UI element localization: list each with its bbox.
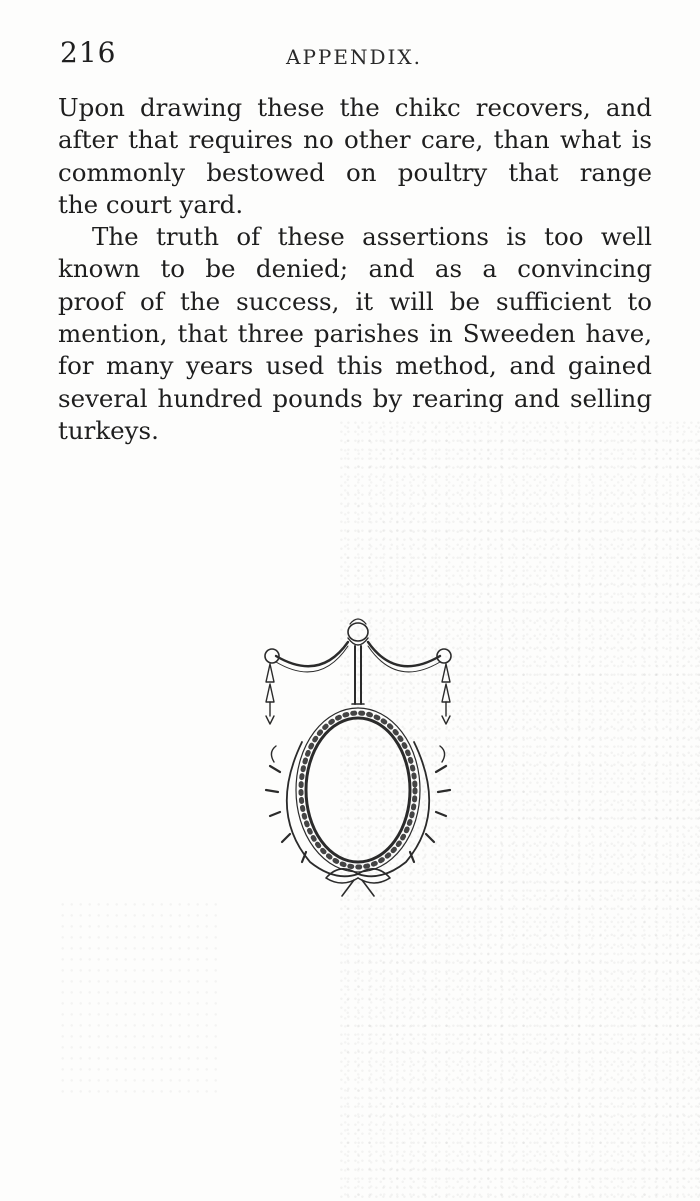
paragraph-1 bbox=[58, 92, 652, 221]
text-line: mention, that three parishes in Sweeden have, bbox=[58, 319, 652, 349]
page-header bbox=[60, 36, 650, 76]
text-line: Upon drawing these the chikc recovers, and bbox=[58, 93, 652, 122]
body-text bbox=[58, 92, 652, 447]
text-line: after that requires no other care, than what is bbox=[58, 125, 652, 155]
page-number: 216 bbox=[60, 36, 117, 69]
text-line: turkeys. bbox=[58, 415, 159, 445]
text-line: several hundred pounds by rearing and selling bbox=[58, 383, 652, 413]
text-line: commonly bestowed on poultry that range bbox=[58, 157, 652, 187]
text-line: proof of the success, it will be sufficient to bbox=[58, 286, 652, 316]
text-line: The truth of these assertions is too well bbox=[92, 222, 652, 252]
oval-wreath-ornament-icon bbox=[240, 612, 480, 912]
paragraph-2 bbox=[58, 221, 652, 447]
text-line: for many years used this method, and gained bbox=[58, 351, 652, 381]
text-line: known to be denied; and as a convincing bbox=[58, 254, 652, 284]
paper-speckle-left bbox=[60, 900, 220, 1100]
running-head: APPENDIX. bbox=[286, 45, 422, 69]
text-line: the court yard. bbox=[58, 189, 244, 219]
